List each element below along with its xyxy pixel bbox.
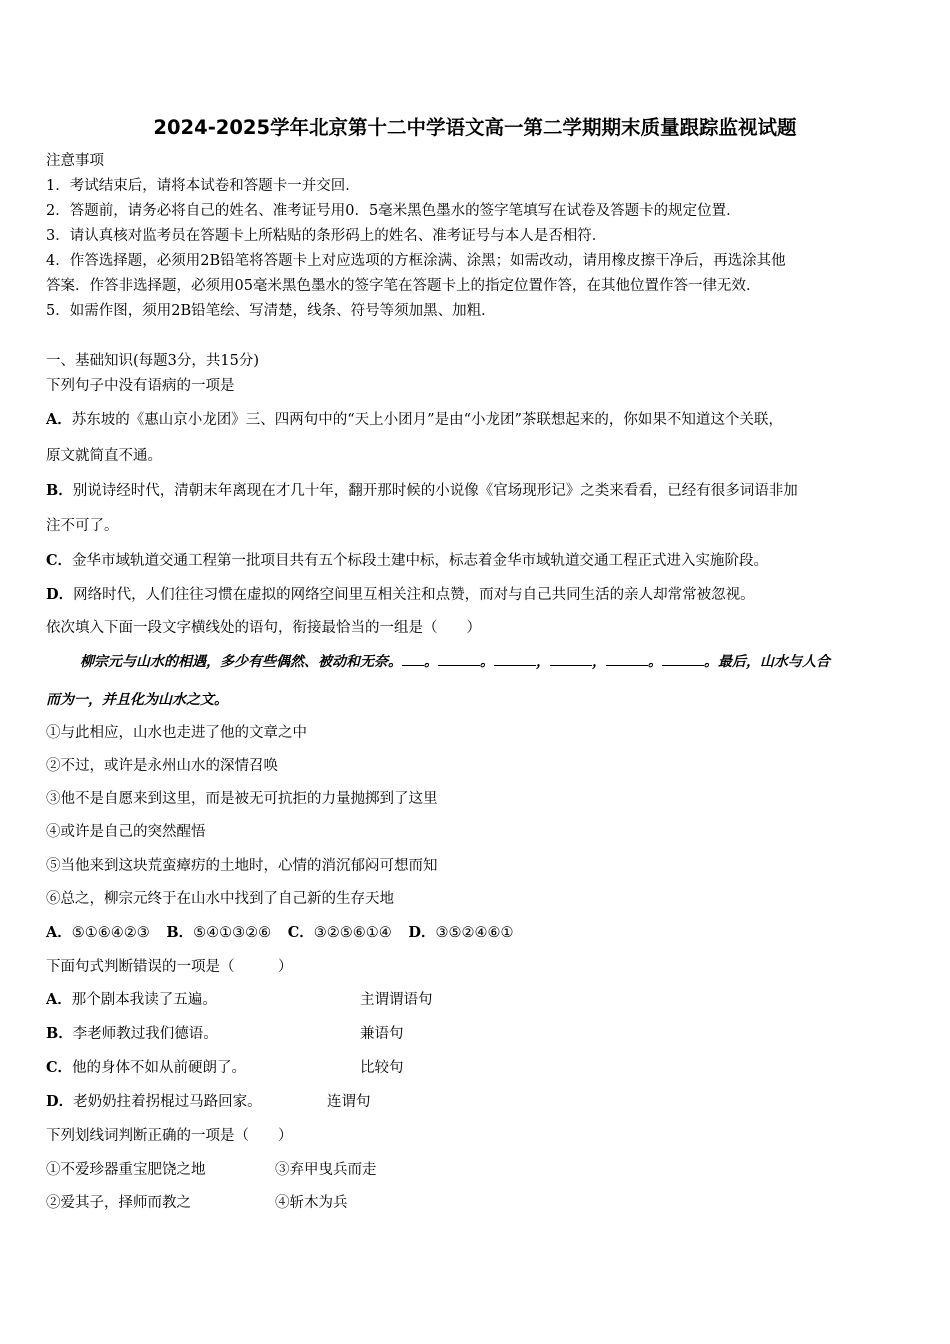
question-1-option-a-cont: 原文就简直不通。 — [46, 448, 162, 464]
option-text: 金华市域轨道交通工程第一批项目共有五个标段土建中标，标志着金华市域轨道交通工程正式进入实施阶段。 — [72, 553, 769, 569]
option-text: 他的身体不如从前硬朗了。 — [72, 1060, 247, 1076]
notice-item: 答案．作答非选择题，必须用05毫米黑色墨水的签字笔在答题卡上的指定位置作答，在其他位置作答一律无效． — [46, 278, 761, 294]
option-text: 网络时代，人们往往习惯在虚拟的网络空间里互相关注和点赞，而对与自己共同生活的亲人却常常被忽视。 — [73, 587, 755, 603]
question-3-option-d-type: 连谓句 — [327, 1094, 371, 1110]
question-1-option-b — [46, 481, 798, 501]
option-text: 李老师教过我们德语。 — [72, 1026, 218, 1042]
option-label: A． — [46, 991, 72, 1008]
question-3-option-d — [46, 1092, 262, 1112]
option-text: ⑤①⑥④②③ — [71, 925, 150, 941]
question-3-option-c-type: 比较句 — [360, 1060, 404, 1076]
section-heading: 一、基础知识(每题3分，共15分) — [46, 353, 259, 369]
option-text: 苏东坡的《惠山京小龙团》三、四两句中的“天上小团月”是由“小龙团”茶联想起来的，你如果不知道这个关联， — [71, 412, 783, 428]
blank-6 — [662, 665, 704, 666]
question-4-item: ①不爱珍器重宝肥饶之地 — [46, 1162, 206, 1178]
separator: ， — [536, 654, 550, 670]
question-1-option-b-cont: 注不可了。 — [46, 518, 119, 534]
option-label: B． — [166, 924, 194, 941]
blank-1 — [402, 665, 424, 666]
question-3-option-a — [46, 990, 217, 1010]
question-2-options — [46, 923, 513, 943]
passage-end: 。最后，山水与人合 — [704, 654, 830, 670]
question-2-item: ③他不是自愿来到这里，而是被无可抗拒的力量抛掷到了这里 — [46, 791, 438, 807]
question-2-item: ②不过，或许是永州山水的深情召唤 — [46, 758, 278, 774]
question-1-option-d — [46, 585, 755, 605]
option-label: D． — [46, 586, 74, 603]
blank-3 — [494, 665, 536, 666]
option-label: A． — [46, 411, 72, 428]
question-4-item: ②爱其子，择师而教之 — [46, 1195, 191, 1211]
question-2-item: ⑤当他来到这块荒蛮瘴疠的土地时，心情的消沉郁闷可想而知 — [46, 858, 438, 874]
question-1-option-a — [46, 410, 783, 430]
blank-5 — [606, 665, 648, 666]
option-label: C． — [46, 552, 73, 569]
notice-item: 4．作答选择题，必须用2B铅笔将答题卡上对应选项的方框涂满、涂黑；如需改动，请用橡皮擦干净后，再选涂其他 — [46, 253, 786, 269]
passage-start: 柳宗元与山水的相遇，多少有些偶然、被动和无奈。 — [80, 654, 402, 670]
option-text: 那个剧本我读了五遍。 — [71, 992, 217, 1008]
question-2-stem: 依次填入下面一段文字横线处的语句，衔接最恰当的一组是（ ） — [46, 620, 481, 636]
notice-heading: 注意事项 — [46, 153, 104, 169]
question-3-option-b — [46, 1024, 218, 1044]
question-2-passage — [80, 652, 830, 672]
notice-item: 2．答题前，请务必将自己的姓名、准考证号用0．5毫米黑色墨水的签字笔填写在试卷及答题卡的规定位置． — [46, 203, 741, 219]
option-label: D． — [46, 1093, 74, 1110]
option-label: B． — [46, 1025, 73, 1042]
option-text: ③⑤②④⑥① — [435, 925, 514, 941]
option-text: 老奶奶拄着拐棍过马路回家。 — [73, 1094, 262, 1110]
option-label: A． — [46, 924, 72, 941]
separator: 。 — [480, 654, 494, 670]
question-1-stem: 下列句子中没有语病的一项是 — [46, 378, 235, 394]
option-text: 别说诗经时代，清朝末年离现在才几十年，翻开那时候的小说像《官场现形记》之类来看看，已经有很多词语非加 — [72, 483, 798, 499]
question-2-passage-cont: 而为一，并且化为山水之文。 — [46, 692, 228, 708]
separator: ， — [592, 654, 606, 670]
notice-item: 3．请认真核对监考员在答题卡上所粘贴的条形码上的姓名、准考证号与本人是否相符． — [46, 228, 607, 244]
question-3-option-b-type: 兼语句 — [360, 1026, 404, 1042]
notice-item: 1．考试结束后，请将本试卷和答题卡一并交回． — [46, 178, 360, 194]
blank-4 — [550, 665, 592, 666]
question-3-option-c — [46, 1058, 246, 1078]
question-2-item: ④或许是自己的突然醒悟 — [46, 824, 206, 840]
question-2-item: ⑥总之，柳宗元终于在山水中找到了自己新的生存天地 — [46, 891, 394, 907]
question-3-option-a-type: 主谓谓语句 — [360, 992, 433, 1008]
option-label: B． — [46, 482, 73, 499]
option-label: C． — [46, 1059, 73, 1076]
separator: 。 — [648, 654, 662, 670]
blank-2 — [438, 665, 480, 666]
question-4-item: ③弃甲曳兵而走 — [275, 1162, 377, 1178]
question-4-stem: 下列划线词判断正确的一项是（ ） — [46, 1128, 293, 1144]
separator: 。 — [424, 654, 438, 670]
question-4-item: ④斩木为兵 — [275, 1195, 348, 1211]
question-3-stem: 下面句式判断错误的一项是（ ） — [46, 959, 293, 975]
option-text: ⑤④①③②⑥ — [193, 925, 272, 941]
question-2-item: ①与此相应，山水也走进了他的文章之中 — [46, 725, 307, 741]
question-1-option-c — [46, 551, 768, 571]
option-label: C． — [287, 924, 314, 941]
notice-item: 5．如需作图，须用2B铅笔绘、写清楚，线条、符号等须加黑、加粗． — [46, 303, 496, 319]
option-label: D． — [408, 924, 436, 941]
option-text: ③②⑤⑥①④ — [313, 925, 392, 941]
page-title: 2024-2025学年北京第十二中学语文高一第二学期期末质量跟踪监视试题 — [153, 116, 797, 139]
